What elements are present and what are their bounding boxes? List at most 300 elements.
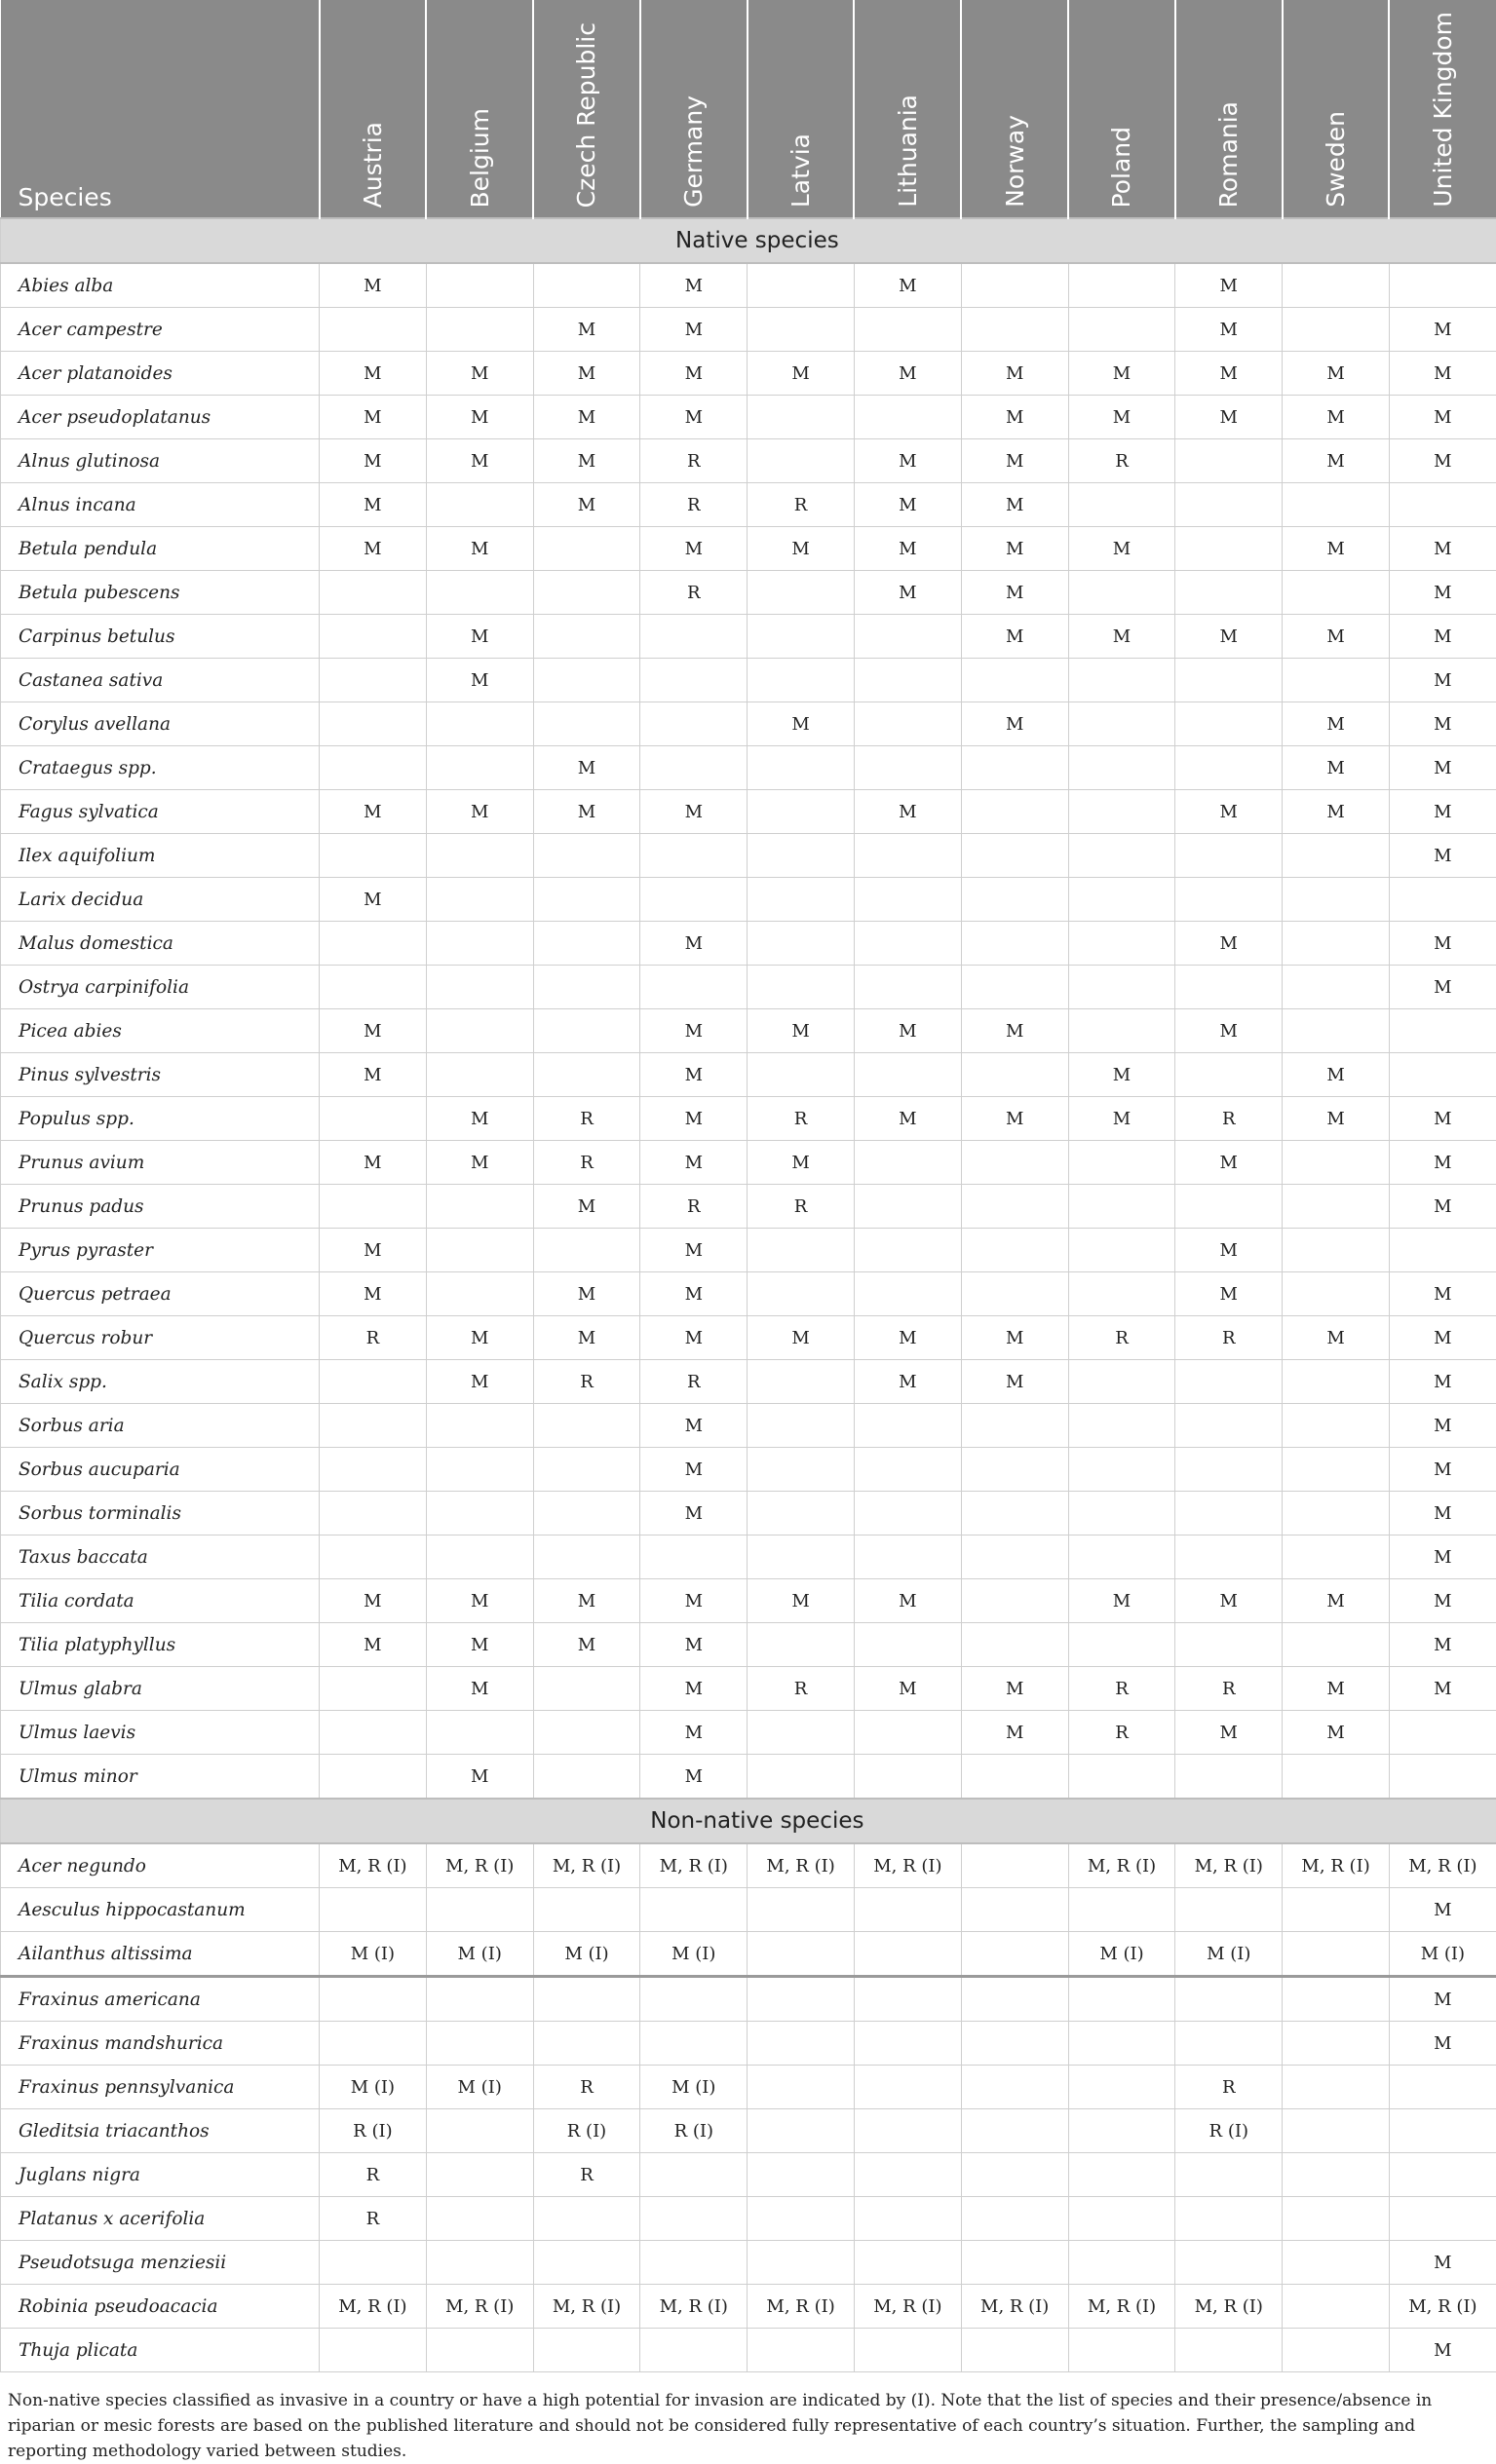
presence-cell: M xyxy=(748,702,855,746)
presence-cell: M xyxy=(640,1053,748,1097)
presence-cell xyxy=(961,834,1068,878)
species-name: Ulmus glabra xyxy=(1,1667,320,1711)
presence-cell: R xyxy=(533,2066,640,2109)
table-row xyxy=(1,1535,1496,1579)
presence-cell: M xyxy=(640,1229,748,1272)
presence-cell xyxy=(748,878,855,922)
presence-cell xyxy=(1283,834,1390,878)
presence-cell xyxy=(320,1360,427,1404)
presence-cell: M xyxy=(533,396,640,439)
presence-cell xyxy=(854,396,961,439)
species-name: Prunus padus xyxy=(1,1185,320,1229)
presence-cell xyxy=(1068,263,1175,308)
presence-cell: M, R (I) xyxy=(320,1843,427,1888)
presence-cell xyxy=(640,615,748,659)
presence-cell: M xyxy=(1175,1141,1283,1185)
presence-cell xyxy=(961,308,1068,352)
table-row xyxy=(1,966,1496,1009)
presence-cell xyxy=(854,2329,961,2372)
species-name: Acer platanoides xyxy=(1,352,320,396)
presence-cell xyxy=(533,1977,640,2022)
presence-cell xyxy=(748,396,855,439)
species-name: Taxus baccata xyxy=(1,1535,320,1579)
presence-cell: M xyxy=(1175,615,1283,659)
species-name: Sorbus torminalis xyxy=(1,1492,320,1535)
presence-cell xyxy=(533,1448,640,1492)
presence-cell xyxy=(961,1448,1068,1492)
presence-cell xyxy=(320,615,427,659)
presence-cell xyxy=(748,308,855,352)
presence-cell: M xyxy=(426,659,533,702)
presence-cell xyxy=(320,1535,427,1579)
presence-cell xyxy=(854,615,961,659)
presence-cell: M xyxy=(854,263,961,308)
presence-cell xyxy=(426,483,533,527)
presence-cell xyxy=(640,2241,748,2285)
presence-cell xyxy=(1283,483,1390,527)
presence-cell: M xyxy=(426,527,533,571)
species-name: Abies alba xyxy=(1,263,320,308)
presence-cell xyxy=(533,1229,640,1272)
presence-cell xyxy=(854,1711,961,1755)
presence-cell xyxy=(961,2241,1068,2285)
presence-cell xyxy=(1283,1009,1390,1053)
presence-cell: R (I) xyxy=(1175,2109,1283,2153)
table-row xyxy=(1,1667,1496,1711)
presence-cell xyxy=(748,1711,855,1755)
presence-cell: M xyxy=(533,352,640,396)
presence-cell: M, R (I) xyxy=(961,2285,1068,2329)
presence-cell xyxy=(426,1492,533,1535)
presence-cell: M xyxy=(640,396,748,439)
species-name: Ulmus laevis xyxy=(1,1711,320,1755)
presence-cell xyxy=(1389,1755,1496,1800)
presence-cell xyxy=(1389,2197,1496,2241)
table-row xyxy=(1,308,1496,352)
presence-cell xyxy=(1389,2153,1496,2197)
presence-cell: R xyxy=(640,1185,748,1229)
presence-cell: M xyxy=(1283,439,1390,483)
species-name: Populus spp. xyxy=(1,1097,320,1141)
table-row xyxy=(1,2153,1496,2197)
presence-cell xyxy=(320,659,427,702)
presence-cell xyxy=(748,571,855,615)
presence-cell: M xyxy=(1283,1711,1390,1755)
presence-cell xyxy=(533,834,640,878)
country-header-lithuania xyxy=(854,0,961,218)
species-name: Juglans nigra xyxy=(1,2153,320,2197)
presence-cell: M xyxy=(320,1623,427,1667)
species-name: Betula pendula xyxy=(1,527,320,571)
presence-cell: M xyxy=(1389,790,1496,834)
presence-cell xyxy=(1283,2109,1390,2153)
presence-cell: M xyxy=(533,1623,640,1667)
table-row xyxy=(1,1053,1496,1097)
presence-cell xyxy=(1068,2109,1175,2153)
presence-cell xyxy=(320,1448,427,1492)
section-title: Native species xyxy=(1,218,1496,263)
species-name: Thuja plicata xyxy=(1,2329,320,2372)
section-row xyxy=(1,1799,1496,1843)
presence-cell: M xyxy=(640,922,748,966)
presence-cell xyxy=(1068,922,1175,966)
presence-cell xyxy=(854,1755,961,1800)
presence-cell xyxy=(748,2329,855,2372)
presence-cell xyxy=(320,2022,427,2066)
presence-cell xyxy=(854,966,961,1009)
presence-cell xyxy=(961,878,1068,922)
presence-cell: M xyxy=(1068,396,1175,439)
table-row xyxy=(1,2066,1496,2109)
presence-cell: M xyxy=(1389,659,1496,702)
presence-cell xyxy=(961,966,1068,1009)
species-name: Pyrus pyraster xyxy=(1,1229,320,1272)
presence-cell: M xyxy=(1283,1316,1390,1360)
presence-cell: M xyxy=(320,483,427,527)
presence-cell: M xyxy=(961,571,1068,615)
presence-cell xyxy=(640,1535,748,1579)
presence-cell: M xyxy=(640,1492,748,1535)
presence-cell: M xyxy=(533,790,640,834)
presence-cell xyxy=(1068,2022,1175,2066)
presence-cell xyxy=(1175,746,1283,790)
presence-cell xyxy=(640,1977,748,2022)
presence-cell xyxy=(426,1229,533,1272)
presence-cell xyxy=(961,1185,1068,1229)
presence-cell: M xyxy=(1175,263,1283,308)
presence-cell xyxy=(854,1492,961,1535)
species-name: Fagus sylvatica xyxy=(1,790,320,834)
presence-cell xyxy=(748,263,855,308)
country-header-label: Sweden xyxy=(1323,111,1348,208)
presence-cell xyxy=(748,834,855,878)
presence-cell xyxy=(748,922,855,966)
country-header-label: Czech Republic xyxy=(574,22,598,208)
presence-cell xyxy=(854,1977,961,2022)
presence-cell xyxy=(1283,1492,1390,1535)
presence-cell xyxy=(748,659,855,702)
presence-cell xyxy=(1175,2241,1283,2285)
presence-cell xyxy=(854,308,961,352)
presence-cell xyxy=(1068,2153,1175,2197)
presence-cell: M xyxy=(533,1579,640,1623)
presence-cell xyxy=(1175,1404,1283,1448)
presence-cell xyxy=(1068,483,1175,527)
table-row xyxy=(1,571,1496,615)
species-name: Prunus avium xyxy=(1,1141,320,1185)
presence-cell: M xyxy=(640,1272,748,1316)
species-name: Acer pseudoplatanus xyxy=(1,396,320,439)
presence-cell xyxy=(1175,527,1283,571)
presence-cell xyxy=(426,1053,533,1097)
presence-cell xyxy=(1283,659,1390,702)
presence-cell xyxy=(426,834,533,878)
presence-cell xyxy=(533,1888,640,1932)
presence-cell xyxy=(640,659,748,702)
presence-cell xyxy=(854,659,961,702)
country-header-label: Belgium xyxy=(468,108,492,208)
table-row xyxy=(1,1579,1496,1623)
presence-cell xyxy=(1068,2329,1175,2372)
presence-cell xyxy=(854,2022,961,2066)
presence-cell xyxy=(426,1009,533,1053)
presence-cell xyxy=(854,1053,961,1097)
country-header-label: Lithuania xyxy=(896,95,920,208)
presence-cell: M xyxy=(533,439,640,483)
presence-cell: M xyxy=(1389,1097,1496,1141)
presence-cell: M xyxy=(1389,1185,1496,1229)
presence-cell xyxy=(320,2329,427,2372)
presence-cell: M xyxy=(1283,790,1390,834)
species-name: Sorbus aucuparia xyxy=(1,1448,320,1492)
country-header-sweden xyxy=(1283,0,1390,218)
presence-cell xyxy=(854,1888,961,1932)
presence-cell xyxy=(640,702,748,746)
presence-cell: M xyxy=(1389,966,1496,1009)
presence-cell xyxy=(748,1404,855,1448)
country-header-label: Poland xyxy=(1109,127,1133,208)
presence-cell: M xyxy=(320,790,427,834)
section-title: Non-native species xyxy=(1,1799,1496,1843)
presence-cell: M xyxy=(854,571,961,615)
presence-cell: M, R (I) xyxy=(640,1843,748,1888)
presence-cell xyxy=(748,1888,855,1932)
country-header-germany xyxy=(640,0,748,218)
presence-cell: M xyxy=(1389,1448,1496,1492)
presence-cell: R xyxy=(533,1360,640,1404)
presence-cell xyxy=(640,2153,748,2197)
presence-cell: M xyxy=(1175,1272,1283,1316)
presence-cell: M xyxy=(854,1316,961,1360)
presence-cell xyxy=(1283,1185,1390,1229)
presence-cell: M xyxy=(640,1448,748,1492)
presence-cell: M xyxy=(1389,1977,1496,2022)
species-name: Sorbus aria xyxy=(1,1404,320,1448)
species-name: Ulmus minor xyxy=(1,1755,320,1800)
presence-cell xyxy=(1068,659,1175,702)
presence-cell xyxy=(533,1404,640,1448)
presence-cell xyxy=(533,2022,640,2066)
table-row xyxy=(1,1492,1496,1535)
species-name: Robinia pseudoacacia xyxy=(1,2285,320,2329)
presence-cell: M, R (I) xyxy=(1175,2285,1283,2329)
presence-cell: M xyxy=(1389,615,1496,659)
presence-cell: M xyxy=(1389,527,1496,571)
presence-cell xyxy=(1283,1888,1390,1932)
presence-cell xyxy=(1175,659,1283,702)
presence-cell: M xyxy=(1175,922,1283,966)
presence-cell: M xyxy=(640,790,748,834)
species-name: Picea abies xyxy=(1,1009,320,1053)
table-row xyxy=(1,1888,1496,1932)
presence-cell xyxy=(748,1932,855,1977)
presence-cell xyxy=(426,1535,533,1579)
species-name: Quercus petraea xyxy=(1,1272,320,1316)
presence-cell: M, R (I) xyxy=(426,1843,533,1888)
presence-cell xyxy=(854,834,961,878)
presence-cell xyxy=(1283,2066,1390,2109)
presence-cell: R xyxy=(533,1141,640,1185)
presence-cell xyxy=(1068,1623,1175,1667)
presence-cell xyxy=(748,2109,855,2153)
presence-cell xyxy=(426,2109,533,2153)
presence-cell xyxy=(1068,2197,1175,2241)
presence-cell: M xyxy=(426,1360,533,1404)
presence-cell: M xyxy=(320,878,427,922)
presence-cell: M xyxy=(1175,1579,1283,1623)
table-row xyxy=(1,1097,1496,1141)
species-name: Fraxinus pennsylvanica xyxy=(1,2066,320,2109)
presence-cell xyxy=(1068,1272,1175,1316)
table-row xyxy=(1,1711,1496,1755)
species-name: Tilia platyphyllus xyxy=(1,1623,320,1667)
presence-cell xyxy=(961,1404,1068,1448)
species-name: Malus domestica xyxy=(1,922,320,966)
table-row xyxy=(1,1141,1496,1185)
presence-cell xyxy=(533,1755,640,1800)
presence-cell xyxy=(1389,1053,1496,1097)
species-name: Carpinus betulus xyxy=(1,615,320,659)
presence-cell xyxy=(426,2329,533,2372)
presence-cell xyxy=(426,1711,533,1755)
presence-cell xyxy=(1175,702,1283,746)
presence-cell: M xyxy=(426,1667,533,1711)
species-name: Platanus x acerifolia xyxy=(1,2197,320,2241)
presence-cell: M xyxy=(533,1185,640,1229)
presence-cell xyxy=(1068,1404,1175,1448)
country-header-label: Norway xyxy=(1003,115,1027,208)
presence-cell xyxy=(748,1535,855,1579)
presence-cell: M xyxy=(426,439,533,483)
presence-cell xyxy=(1389,1009,1496,1053)
presence-cell xyxy=(854,1141,961,1185)
presence-cell xyxy=(748,1229,855,1272)
presence-cell xyxy=(1283,2153,1390,2197)
presence-cell: M xyxy=(1283,615,1390,659)
presence-cell: M xyxy=(320,352,427,396)
presence-cell: M xyxy=(854,527,961,571)
presence-cell xyxy=(533,1053,640,1097)
table-row xyxy=(1,1272,1496,1316)
presence-cell xyxy=(854,1535,961,1579)
presence-cell xyxy=(1175,2197,1283,2241)
presence-cell: M xyxy=(320,1009,427,1053)
presence-cell xyxy=(1068,834,1175,878)
presence-cell: M xyxy=(1283,1053,1390,1097)
presence-cell: M xyxy=(961,1360,1068,1404)
presence-cell xyxy=(1175,834,1283,878)
presence-cell xyxy=(426,1272,533,1316)
species-column-header: Species xyxy=(1,0,320,218)
country-header-label: Latvia xyxy=(788,133,813,208)
presence-cell: M xyxy=(426,1755,533,1800)
presence-cell xyxy=(1068,1448,1175,1492)
presence-cell xyxy=(1283,1977,1390,2022)
presence-cell xyxy=(854,878,961,922)
presence-cell xyxy=(748,1448,855,1492)
presence-cell: M xyxy=(533,1316,640,1360)
presence-cell xyxy=(748,1623,855,1667)
presence-cell: M xyxy=(854,439,961,483)
presence-cell: M xyxy=(640,1667,748,1711)
table-row xyxy=(1,396,1496,439)
presence-cell: M xyxy=(320,439,427,483)
table-row xyxy=(1,439,1496,483)
presence-cell xyxy=(1389,483,1496,527)
presence-cell: M xyxy=(640,1579,748,1623)
table-row xyxy=(1,702,1496,746)
presence-cell xyxy=(640,2022,748,2066)
table-row xyxy=(1,2197,1496,2241)
species-name: Acer campestre xyxy=(1,308,320,352)
presence-cell: M xyxy=(320,1053,427,1097)
presence-cell xyxy=(1068,790,1175,834)
presence-cell: M xyxy=(640,1141,748,1185)
header-row xyxy=(1,0,1496,218)
presence-cell xyxy=(1175,1053,1283,1097)
table-row xyxy=(1,2022,1496,2066)
presence-cell: M (I) xyxy=(1389,1932,1496,1977)
presence-cell xyxy=(854,1448,961,1492)
presence-cell xyxy=(1068,1141,1175,1185)
presence-cell xyxy=(533,2197,640,2241)
presence-cell: M, R (I) xyxy=(1389,2285,1496,2329)
presence-cell: M, R (I) xyxy=(1175,1843,1283,1888)
presence-cell xyxy=(854,2153,961,2197)
presence-cell xyxy=(640,834,748,878)
table-row xyxy=(1,527,1496,571)
presence-cell xyxy=(426,1185,533,1229)
presence-cell: M xyxy=(1175,1229,1283,1272)
presence-cell: M xyxy=(533,308,640,352)
presence-cell: M xyxy=(1068,352,1175,396)
presence-cell xyxy=(748,2153,855,2197)
table-row xyxy=(1,659,1496,702)
presence-cell: R xyxy=(1068,1711,1175,1755)
presence-cell xyxy=(426,571,533,615)
presence-cell: M xyxy=(320,1141,427,1185)
presence-cell xyxy=(748,615,855,659)
presence-cell xyxy=(1389,2109,1496,2153)
presence-cell: M xyxy=(1283,702,1390,746)
presence-cell xyxy=(1389,878,1496,922)
species-name: Pinus sylvestris xyxy=(1,1053,320,1097)
presence-cell xyxy=(854,2066,961,2109)
presence-cell xyxy=(748,1360,855,1404)
presence-cell: M xyxy=(533,483,640,527)
presence-cell: M xyxy=(1175,396,1283,439)
presence-cell: M xyxy=(640,1316,748,1360)
presence-cell xyxy=(1175,1185,1283,1229)
presence-cell: M xyxy=(320,1579,427,1623)
presence-cell xyxy=(1068,1185,1175,1229)
country-header-label: Romania xyxy=(1216,101,1241,208)
presence-cell: M xyxy=(1389,1492,1496,1535)
presence-cell xyxy=(1283,2241,1390,2285)
presence-cell xyxy=(1068,1888,1175,1932)
presence-cell xyxy=(1283,1535,1390,1579)
presence-cell xyxy=(1283,1229,1390,1272)
presence-cell xyxy=(426,1888,533,1932)
presence-cell: M, R (I) xyxy=(1068,2285,1175,2329)
presence-cell xyxy=(426,878,533,922)
presence-cell xyxy=(1389,1229,1496,1272)
presence-cell: M xyxy=(854,1009,961,1053)
presence-cell: M xyxy=(748,1009,855,1053)
presence-cell xyxy=(640,1888,748,1932)
presence-cell xyxy=(320,922,427,966)
presence-cell: M, R (I) xyxy=(1283,1843,1390,1888)
